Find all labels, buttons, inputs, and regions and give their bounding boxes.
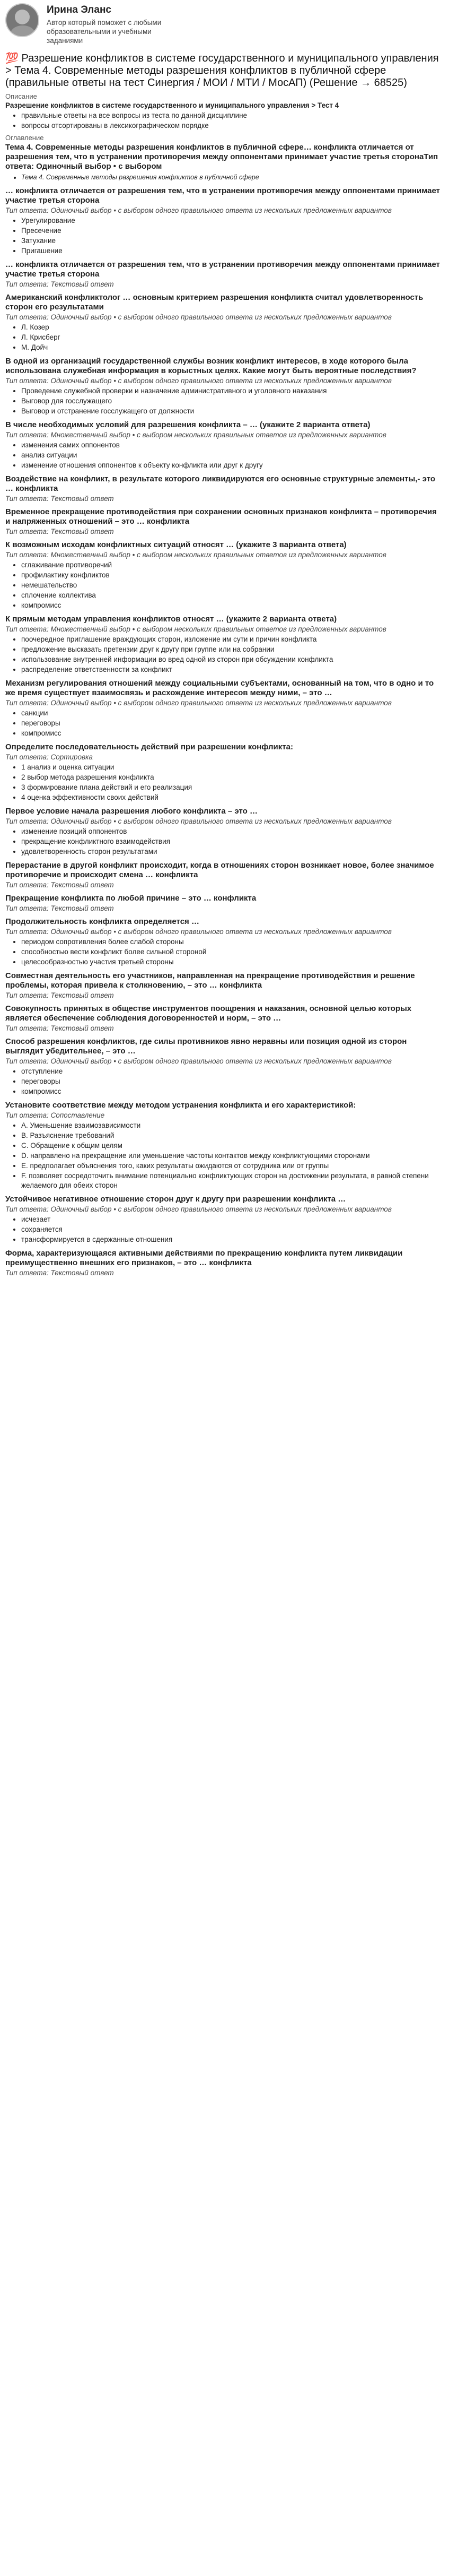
question-text: Механизм регулирования отношений между социальными субъектами, основанный на том, что в одно и то же время существует взаимосвязь и расхождение интересов между ними, – это … xyxy=(5,679,434,697)
question-block xyxy=(5,917,444,967)
answer-option: • изменение отношения оппонентов к объекту конфликта или друг к другу xyxy=(21,461,444,470)
answer-type: Тип ответа: Множественный выбор • с выбором нескольких правильных ответов из предложенных вариантов xyxy=(5,431,386,439)
question-text: Совокупность принятых в обществе инструментов поощрения и наказания, основной целью которых является обеспечение соблюдения договоренностей и норм, – это … xyxy=(5,1004,412,1023)
answer-type: Тип ответа: Текстовый ответ xyxy=(5,280,114,288)
answer-option: • A. Уменьшение взаимозависимости xyxy=(21,1121,444,1130)
answer-option: • 4 оценка эффективности своих действий xyxy=(21,793,444,802)
question-text: В числе необходимых условий для разрешения конфликта – … (укажите 2 варианта ответа) xyxy=(5,420,371,429)
question-block xyxy=(5,1037,444,1096)
answer-type: Тип ответа: Множественный выбор • с выбором нескольких правильных ответов из предложенных вариантов xyxy=(5,625,386,633)
answer-type: Тип ответа: Одиночный выбор • с выбором одного правильного ответа из нескольких предложенных вариантов xyxy=(5,206,392,214)
answer-options xyxy=(5,1121,444,1190)
answer-type: Тип ответа: Одиночный выбор • с выбором одного правильного ответа из нескольких предложенных вариантов xyxy=(5,928,392,936)
question-text: Перерастание в другой конфликт происходит, когда в отношениях сторон возникает новое, более значимое противоречие и происходит смена … конфликта xyxy=(5,861,434,879)
answer-options xyxy=(5,440,444,470)
question-text: … конфликта отличается от разрешения тем, что в устранении противоречия между оппонентами принимает участие третья сторона xyxy=(5,186,440,205)
answer-option: • сплочение коллектива xyxy=(21,591,444,600)
answer-options xyxy=(5,1067,444,1096)
question-text: Воздействие на конфликт, в результате которого ликвидируются его основные структурные элементы,- это … конфликта xyxy=(5,474,435,493)
question-block xyxy=(5,1249,444,1277)
answer-option: • E. предполагает объяснения того, каких результаты ожидаются от сотрудника или от группы xyxy=(21,1161,444,1171)
answer-type: Тип ответа: Одиночный выбор • с выбором одного правильного ответа из нескольких предложенных вариантов xyxy=(5,313,392,321)
page-title: 💯 Разрешение конфликтов в системе государственного и муниципального управления > Тема 4. Современные методы разрешения конфликтов в публичной сфере (правильные ответы на тест Синергия / МОИ / МТИ / МосАП) (Решение → 68525) xyxy=(5,53,439,89)
answer-option: • распределение ответственности за конфликт xyxy=(21,665,444,675)
answer-option: • 1 анализ и оценка ситуации xyxy=(21,763,444,772)
answer-options xyxy=(5,635,444,675)
question-text: К возможным исходам конфликтных ситуаций относят … (укажите 3 варианта ответа) xyxy=(5,540,347,549)
question-text: Совместная деятельность его участников, направленная на прекращение противодействия и решение проблемы, которая привела к столкновению, – это … конфликта xyxy=(5,971,415,990)
question-block xyxy=(5,420,444,470)
answer-option: • трансформируется в сдержанные отношения xyxy=(21,1235,444,1244)
answer-type: Тип ответа: Одиночный выбор • с выбором одного правильного ответа из нескольких предложенных вариантов xyxy=(5,377,392,385)
question-text: Первое условие начала разрешения любого конфликта – это … xyxy=(5,807,258,816)
answer-option: • 2 выбор метода разрешения конфликта xyxy=(21,773,444,782)
question-block xyxy=(5,615,444,675)
answer-option: • профилактику конфликтов xyxy=(21,570,444,580)
answer-options xyxy=(5,827,444,857)
answer-type: Тип ответа: Сортировка xyxy=(5,753,93,761)
question-text: Способ разрешения конфликтов, где силы противников явно неравны или позиция одной из сторон выглядит убедительнее, – это … xyxy=(5,1037,407,1056)
question-block xyxy=(5,861,444,889)
answer-option: • М. Дойч xyxy=(21,343,444,352)
answer-option: • компромисс xyxy=(21,1087,444,1096)
answer-options xyxy=(5,937,444,967)
answer-option: • компромисс xyxy=(21,601,444,610)
toc-list xyxy=(0,172,449,182)
description-item: • правильные ответы на все вопросы из теста по данной дисциплине xyxy=(21,111,449,120)
answer-option: • изменения самих оппонентов xyxy=(21,440,444,450)
answer-option: • сглаживание противоречий xyxy=(21,560,444,570)
answer-option: • санкции xyxy=(21,708,444,718)
answer-type: Тип ответа: Множественный выбор • с выбором нескольких правильных ответов из предложенных вариантов xyxy=(5,551,386,559)
question-block xyxy=(5,1004,444,1033)
author-description: Автор который поможет с любыми образовательными и учебными заданиями xyxy=(47,19,162,45)
author-name[interactable]: Ирина Эланс xyxy=(47,4,111,15)
answer-type: Тип ответа: Текстовый ответ xyxy=(5,991,114,999)
answer-option: • D. направлено на прекращение или уменьшение частоты контактов между конфликтующими сторонами xyxy=(21,1151,444,1161)
answer-option: • Л. Крисберг xyxy=(21,333,444,342)
answer-option: • использование внутренней информации во вред одной из сторон при обсуждении конфликта xyxy=(21,655,444,664)
answer-option: • 3 формирование плана действий и его реализация xyxy=(21,783,444,792)
answer-option: • Пригашение xyxy=(21,246,444,256)
question-block xyxy=(5,186,444,256)
question-block xyxy=(5,357,444,416)
answer-option: • Затухание xyxy=(21,236,444,246)
question-text: Прекращение конфликта по любой причине – это … конфликта xyxy=(5,894,257,903)
question-text: Определите последовательность действий при разрешении конфликта: xyxy=(5,742,293,751)
toc-label: Оглавление xyxy=(5,134,44,142)
answer-type: Тип ответа: Текстовый ответ xyxy=(5,881,114,889)
question-text: Американский конфликтолог … основным критерием разрешения конфликта считал удовлетворенность сторон его результатами xyxy=(5,293,424,312)
question-text: Продолжительность конфликта определяется … xyxy=(5,917,199,926)
answer-option: • Л. Козер xyxy=(21,323,444,332)
answer-option: • удовлетворенность сторон результатами xyxy=(21,847,444,857)
question-text: … конфликта отличается от разрешения тем, что в устранении противоречия между оппонентами принимает участие третья сторона xyxy=(5,260,440,279)
answer-type: Тип ответа: Одиночный выбор • с выбором одного правильного ответа из нескольких предложенных вариантов xyxy=(5,1057,392,1065)
answer-type: Тип ответа: Одиночный выбор • с выбором одного правильного ответа из нескольких предложенных вариантов xyxy=(5,817,392,825)
answer-type: Тип ответа: Сопоставление xyxy=(5,1111,105,1119)
answer-type: Тип ответа: Текстовый ответ xyxy=(5,1024,114,1032)
answer-option: • исчезает xyxy=(21,1215,444,1224)
toc-item[interactable]: • Тема 4. Современные методы разрешения конфликтов в публичной сфере xyxy=(21,172,449,182)
answer-type: Тип ответа: Текстовый ответ xyxy=(5,904,114,912)
answer-type: Тип ответа: Текстовый ответ xyxy=(5,1269,114,1277)
answer-options xyxy=(5,708,444,738)
page xyxy=(0,0,449,1277)
answer-type: Тип ответа: Одиночный выбор • с выбором одного правильного ответа из нескольких предложенных вариантов xyxy=(5,699,392,707)
question-block xyxy=(5,971,444,1000)
avatar[interactable] xyxy=(5,3,39,37)
question-block xyxy=(5,260,444,289)
questions-list xyxy=(0,186,449,1277)
question-text: Устойчивое негативное отношение сторон друг к другу при разрешении конфликта … xyxy=(5,1195,346,1204)
answer-option: • поочередное приглашение враждующих сторон, изложение им сути и причин конфликта xyxy=(21,635,444,644)
toc-title: Тема 4. Современные методы разрешения конфликтов в публичной сфере… конфликта отличается от разрешения тем, что в устранении противоречия между оппонентами принимает участие третья сторонаТип ответа: Одиночный выбор • с выбором xyxy=(5,143,438,171)
question-text: Временное прекращение противодействия при сохранении основных признаков конфликта – противоречия и напряженных отношений – это … конфликта xyxy=(5,507,437,526)
question-block xyxy=(5,1101,444,1190)
answer-option: • анализ ситуации xyxy=(21,451,444,460)
author-block xyxy=(0,0,449,47)
answer-option: • компромисс xyxy=(21,729,444,738)
answer-type: Тип ответа: Текстовый ответ xyxy=(5,495,114,503)
question-text: К прямым методам управления конфликтов относят … (укажите 2 варианта ответа) xyxy=(5,615,337,624)
answer-option: • Проведение служебной проверки и назначение административного и уголовного наказания xyxy=(21,386,444,396)
answer-option: • отступление xyxy=(21,1067,444,1076)
answer-option: • немешательство xyxy=(21,581,444,590)
question-block xyxy=(5,474,444,503)
answer-type: Тип ответа: Одиночный выбор • с выбором одного правильного ответа из нескольких предложенных вариантов xyxy=(5,1205,392,1213)
answer-option: • сохраняется xyxy=(21,1225,444,1234)
question-block xyxy=(5,1195,444,1244)
question-block xyxy=(5,293,444,352)
description-item: • вопросы отсортированы в лексикографическом порядке xyxy=(21,121,449,131)
question-text: В одной из организаций государственной службы возник конфликт интересов, в ходе которого была использована служебная информация в корыстных целях. Какие могут быть вероятные последствия? xyxy=(5,357,417,375)
answer-option: • C. Обращение к общим целям xyxy=(21,1141,444,1151)
answer-option: • B. Разъяснение требований xyxy=(21,1131,444,1140)
question-text: Установите соответствие между методом устранения конфликта и его характеристикой: xyxy=(5,1101,356,1110)
answer-options xyxy=(5,216,444,256)
answer-option: • Пресечение xyxy=(21,226,444,236)
question-text: Форма, характеризующаяся активными действиями по прекращению конфликта путем ликвидации преимущественно внешних его признаков, – это … конфликта xyxy=(5,1249,403,1267)
question-block xyxy=(5,507,444,536)
answer-option: • изменение позиций оппонентов xyxy=(21,827,444,836)
description-list xyxy=(0,111,449,131)
answer-option: • периодом сопротивления более слабой стороны xyxy=(21,937,444,947)
answer-option: • способностью вести конфликт более сильной стороной xyxy=(21,947,444,957)
answer-type: Тип ответа: Текстовый ответ xyxy=(5,528,114,535)
answer-options xyxy=(5,1215,444,1244)
author-info xyxy=(47,3,184,45)
question-block xyxy=(5,742,444,802)
answer-option: • Выговор и отстранение госслужащего от должности xyxy=(21,407,444,416)
description-title: Разрешение конфликтов в системе государственного и муниципального управления > Тест 4 xyxy=(5,101,339,109)
question-block xyxy=(5,894,444,913)
answer-option: • Урегулирование xyxy=(21,216,444,226)
answer-option: • прекращение конфликтного взаимодействия xyxy=(21,837,444,846)
answer-options xyxy=(5,763,444,802)
question-block xyxy=(5,540,444,610)
answer-option: • переговоры xyxy=(21,719,444,728)
answer-option: • Выговор для госслужащего xyxy=(21,396,444,406)
answer-options xyxy=(5,386,444,416)
question-block xyxy=(5,679,444,738)
answer-option: • переговоры xyxy=(21,1077,444,1086)
answer-options xyxy=(5,560,444,610)
answer-option: • предложение высказать претензии друг к другу при группе или на собрании xyxy=(21,645,444,654)
answer-option: • целесообразностью участия третьей стороны xyxy=(21,957,444,967)
answer-options xyxy=(5,323,444,352)
description-label: Описание xyxy=(5,92,37,100)
question-block xyxy=(5,807,444,857)
answer-option: • F. позволяет сосредоточить внимание потенциально конфликтующих сторон на достижении результата, в равной степени желаемого для обеих сторон xyxy=(21,1171,444,1190)
